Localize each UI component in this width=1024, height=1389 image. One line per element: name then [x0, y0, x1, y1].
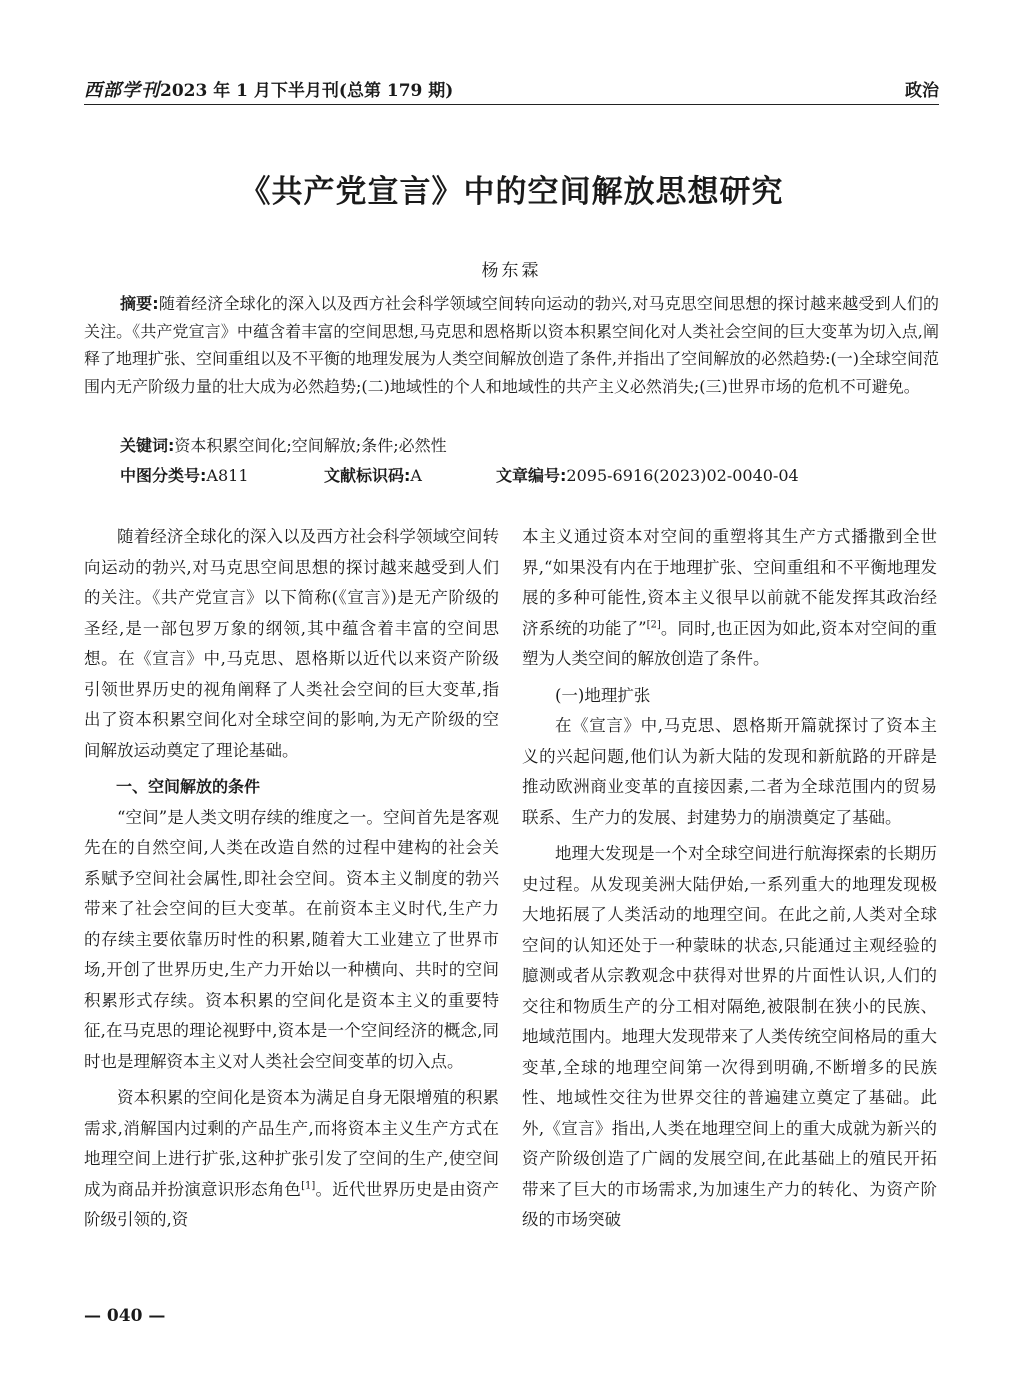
citation-ref: [2] — [646, 619, 661, 630]
document-code-value: A — [410, 466, 422, 485]
abstract — [84, 290, 939, 400]
paragraph-text-tail: 。近代世界历史是由资产阶级引领的,资 — [84, 1179, 500, 1229]
article-title: 《共产党宣言》中的空间解放思想研究 — [239, 174, 784, 210]
body-column-right — [522, 522, 937, 1242]
page-number: — 040 — — [84, 1306, 166, 1326]
document-code — [324, 462, 422, 490]
journal-logo: 西部学刊 — [84, 80, 160, 101]
paragraph-text-tail: 。同时,也正因为如此,资本对空间的重塑为人类空间的解放创造了条件。 — [522, 618, 937, 668]
article-number-value: 2095-6916(2023)02-0040-04 — [566, 466, 799, 485]
classification-info — [120, 462, 940, 490]
section-tag: 政治 — [905, 81, 939, 101]
subsection-heading: (一)地理扩张 — [555, 685, 651, 705]
keywords-label: 关键词: — [120, 436, 175, 455]
abstract-text: 随着经济全球化的深入以及西方社会科学领域空间转向运动的勃兴,对马克思空间思想的探讨越来越受到人们的关注。《共产党宣言》中蕴含着丰富的空间思想,马克思和恩格斯以资本积累空间化对人类社会空间的巨大变革为切入点,阐释了地理扩张、空间重组以及不平衡的地理发展为人类空间解放创造了条件,并指出了空间解放的必然趋势:(一)全球空间范围内无产阶级力量的壮大成为必然趋势;(二)地域性的个人和地域性的共产主义必然消失;(三)世界市场的危机不可避免。 — [84, 294, 939, 396]
author-name: 杨东霖 — [481, 261, 542, 281]
paragraph-text: 本主义通过资本对空间的重塑将其生产方式播撒到全世界,“如果没有内在于地理扩张、空间重组和不平衡地理发展的多种可能性,资本主义很早以前就不能发挥其政治经济系统的功能了” — [522, 527, 937, 638]
keywords — [120, 432, 447, 460]
journal-issue-info: 2023 年 1 月下半月刊(总第 179 期) — [160, 81, 454, 101]
article-number — [496, 462, 799, 490]
article-number-label: 文章编号: — [496, 466, 567, 485]
abstract-label: 摘要: — [120, 294, 159, 313]
paragraph-text: 资本积累的空间化是资本为满足自身无限增殖的积累需求,消解国内过剩的产品生产,而将资本主义生产方式在地理空间上进行扩张,这种扩张引发了空间的生产,使空间成为商品并扮演意识形态角色 — [84, 1088, 499, 1199]
body-paragraph — [84, 1083, 499, 1236]
body-paragraph: 在《宣言》中,马克思、恩格斯开篇就探讨了资本主义的兴起问题,他们认为新大陆的发现和新航路的开辟是推动欧洲商业变革的直接因素,二者为全球范围内的贸易联系、生产力的发展、封建势力的崩溃奠定了基础。 — [522, 716, 937, 827]
citation-ref: [1] — [301, 1180, 316, 1191]
running-header — [84, 70, 939, 105]
body-column-left — [84, 522, 499, 1242]
body-paragraph — [522, 522, 937, 675]
body-paragraph: 随着经济全球化的深入以及西方社会科学领域空间转向运动的勃兴,对马克思空间思想的探讨越来越受到人们的关注。《共产党宣言》以下简称(《宣言》)是无产阶级的圣经,是一部包罗万象的纲领,其中蕴含着丰富的空间思想。在《宣言》中,马克思、恩格斯以近代以来资产阶级引领世界历史的视角阐释了人类社会空间的巨大变革,指出了资本积累空间化对全球空间的影响,为无产阶级的空间解放运动奠定了理论基础。 — [84, 527, 499, 760]
body-paragraph: “空间”是人类文明存续的维度之一。空间首先是客观先在的自然空间,人类在改造自然的过程中建构的社会关系赋予空间社会属性,即社会空间。资本主义制度的勃兴带来了社会空间的巨大变革。在前资本主义时代,生产力的存续主要依靠历时性的积累,随着大工业建立了世界市场,开创了世界历史,生产力开始以一种横向、共时的空间积累形式存续。资本积累的空间化是资本主义的重要特征,在马克思的理论视野中,资本是一个空间经济的概念,同时也是理解资本主义对人类社会空间变革的切入点。 — [84, 807, 499, 1071]
keywords-text: 资本积累空间化;空间解放;条件;必然性 — [174, 436, 447, 455]
clc-number — [120, 462, 249, 490]
clc-label: 中图分类号: — [120, 466, 207, 485]
document-code-label: 文献标识码: — [324, 466, 411, 485]
section-heading: 一、空间解放的条件 — [116, 777, 261, 796]
body-paragraph: 地理大发现是一个对全球空间进行航海探索的长期历史过程。从发现美洲大陆伊始,一系列重大的地理发现极大地拓展了人类活动的地理空间。在此之前,人类对全球空间的认知还处于一种蒙昧的状态,只能通过主观经验的臆测或者从宗教观念中获得对世界的片面性认识,人们的交往和物质生产的分工相对隔绝,被限制在狭小的民族、地域范围内。地理大发现带来了人类传统空间格局的重大变革,全球的地理空间第一次得到明确,不断增多的民族性、地域性交往为世界交往的普遍建立奠定了基础。此外,《宣言》指出,人类在地理空间上的重大成就为新兴的资产阶级创造了广阔的发展空间,在此基础上的殖民开拓带来了巨大的市场需求,为加速生产力的转化、为资产阶级的市场突破 — [522, 844, 937, 1229]
clc-value: A811 — [206, 466, 249, 485]
